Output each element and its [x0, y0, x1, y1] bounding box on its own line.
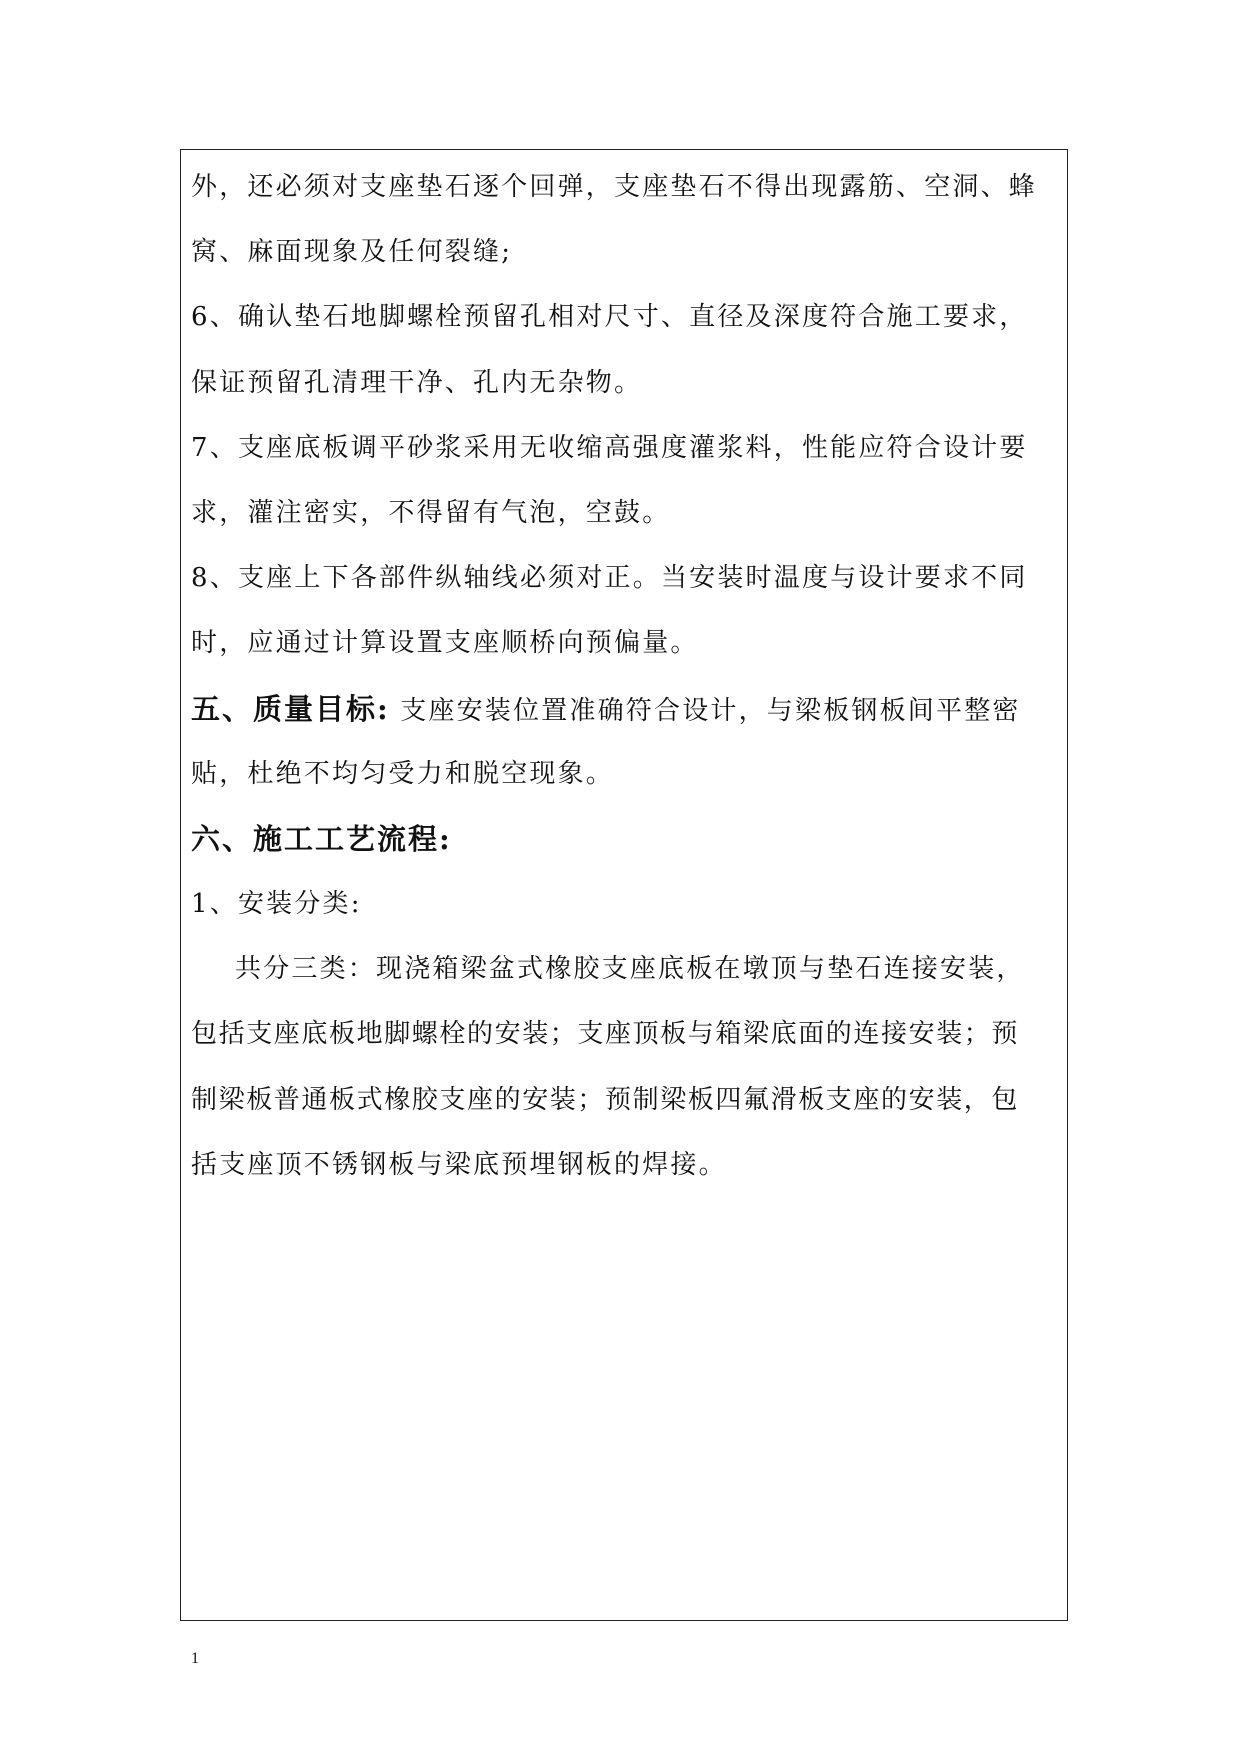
body-line: 8、支座上下各部件纵轴线必须对正。当安装时温度与设计要求不同 [191, 563, 1028, 594]
process-heading-line [191, 812, 1061, 877]
body-line: 保证预留孔清理干净、孔内无杂物。 [191, 367, 643, 398]
process-item-title: 1、安装分类: [191, 889, 362, 920]
quality-goal-heading: 五、质量目标: [191, 691, 390, 726]
process-paragraph-line: 包括支座底板地脚螺栓的安装；支座顶板与箱梁底面的连接安装；预 [191, 1019, 1020, 1050]
process-heading: 六、施工工艺流程: [191, 821, 452, 856]
quality-goal-line [191, 682, 1061, 747]
body-line: 求，灌注密实，不得留有气泡，空鼓。 [191, 497, 671, 528]
quality-goal-text: 支座安装位置准确符合设计，与梁板钢板间平整密 [400, 695, 1021, 726]
body-line: 7、支座底板调平砂浆采用无收缩高强度灌浆料，性能应符合设计要 [191, 432, 1028, 463]
body-line: 外，还必须对支座垫石逐个回弹，支座垫石不得出现露筋、空洞、蜂 [191, 172, 1038, 202]
process-paragraph-line: 共分三类：现浇箱梁盆式橡胶支座底板在墩顶与垫石连接安装， [235, 954, 1025, 985]
quality-goal-continuation: 贴，杜绝不均匀受力和脱空现象。 [191, 758, 615, 789]
page-number: 1 [191, 1650, 199, 1667]
body-line: 时，应通过计算设置支座顺桥向预偏量。 [191, 628, 699, 659]
document-body [191, 160, 1061, 1203]
body-line: 窝、麻面现象及任何裂缝; [191, 237, 513, 268]
process-paragraph-line: 括支座顶不锈钢板与梁底预埋钢板的焊接。 [191, 1149, 727, 1180]
process-paragraph-line: 制梁板普通板式橡胶支座的安装；预制梁板四氟滑板支座的安装，包 [191, 1084, 1020, 1115]
body-line: 6、确认垫石地脚螺栓预留孔相对尺寸、直径及深度符合施工要求， [191, 302, 1028, 333]
